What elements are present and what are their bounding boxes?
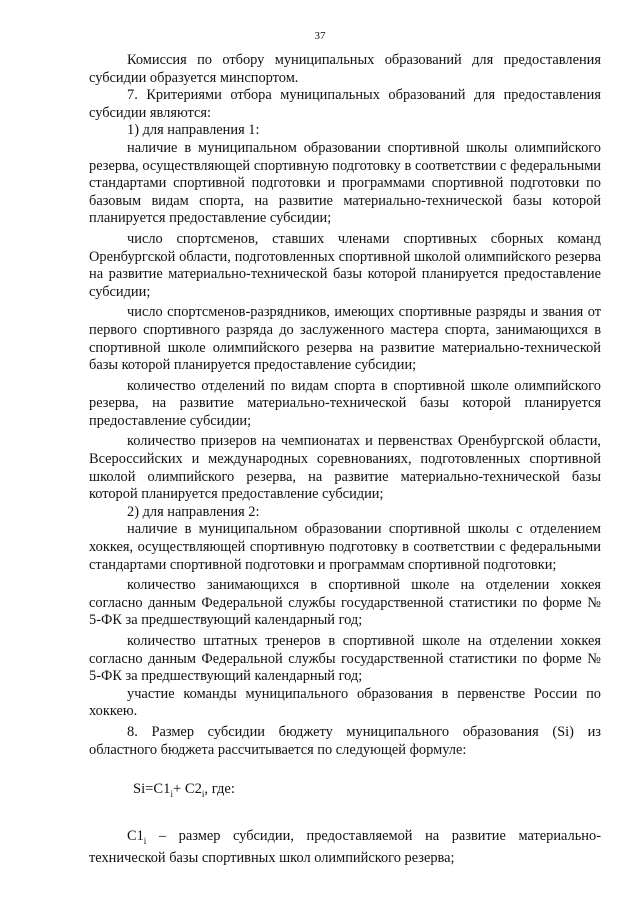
paragraph-criterion-team-members: число спортсменов, ставших членами спортивных сборных команд Оренбургской области, подготовленных спортивной школой олимпийского резерва на развитие материально-технической базы которой планируется предоставление субсидии;: [89, 230, 601, 300]
subsidy-formula: [89, 781, 601, 804]
definition-c1: [89, 828, 601, 868]
paragraph-criterion-hockey-school: наличие в муниципальном образовании спортивной школы с отделением хоккея, осуществляющей спортивную подготовку в соответствии с федеральными стандартами спортивной подготовки и программам спортивной подготовки;: [89, 521, 601, 573]
formula-lhs: Si=C1: [133, 781, 171, 798]
paragraph-criterion-hockey-students: количество занимающихся в спортивной школе на отделении хоккея согласно данным Федеральной службы государственной статистики по форме № 5-ФК за предшествующий календарный год;: [89, 577, 601, 629]
definition-term: C1: [127, 827, 144, 844]
paragraph-criterion-departments: количество отделений по видам спорта в спортивной школе олимпийского резерва, на развитие материально-технической базы которой планируется предоставление субсидии;: [89, 377, 601, 429]
paragraph-direction-1: 1) для направления 1:: [127, 122, 260, 139]
paragraph-criterion-school-presence: наличие в муниципальном образовании спортивной школы олимпийского резерва, осуществляющей спортивную подготовку в соответствии с федеральными стандартами спортивной подготовки и программами спортивной подготовки по базовым видам спорта, на развитие материально-технической базы которой планируется предоставление субсидии;: [89, 139, 601, 227]
formula-sub-2: i: [201, 789, 205, 800]
document-body: [89, 52, 601, 868]
definition-text: – размер субсидии, предоставляемой на развитие материально-технической базы спортивных школ олимпийского резерва;: [89, 827, 601, 867]
formula-plus-term: + C2: [172, 781, 202, 798]
paragraph-criterion-ranked-athletes: число спортсменов-разрядников, имеющих спортивные разряды и звания от первого спортивного разряда до заслуженного мастера спорта, занимающихся в спортивной школе олимпийского резерва на развитие материально-технической базы которой планируется предоставление субсидии;: [89, 304, 601, 374]
page-number: 37: [314, 30, 326, 42]
paragraph-criterion-hockey-championship: участие команды муниципального образования в первенстве России по хоккею.: [89, 685, 601, 720]
paragraph-criterion-prize-winners: количество призеров на чемпионатах и первенствах Оренбургской области, Всероссийских и международных соревнованиях, подготовленных спортивной школой олимпийского резерва, на развитие материально-технической базы которой планируется предоставление субсидии;: [89, 433, 601, 503]
paragraph-commission: Комиссия по отбору муниципальных образований для предоставления субсидии образуется минспортом.: [89, 52, 601, 86]
paragraph-criterion-hockey-coaches: количество штатных тренеров в спортивной школе на отделении хоккея согласно данным Федеральной службы государственной статистики по форме № 5-ФК за предшествующий календарный год;: [89, 633, 601, 685]
paragraph-direction-2: 2) для направления 2:: [127, 503, 260, 520]
paragraph-subsidy-size: 8. Размер субсидии бюджету муниципального образования (Si) из областного бюджета рассчитывается по следующей формуле:: [89, 723, 601, 758]
formula-sub-1: i: [170, 789, 173, 800]
definition-term-sub: i: [143, 835, 147, 846]
formula-tail: , где:: [204, 781, 235, 798]
paragraph-criteria-heading: 7. Критериями отбора муниципальных образований для предоставления субсидии являются:: [89, 87, 601, 121]
